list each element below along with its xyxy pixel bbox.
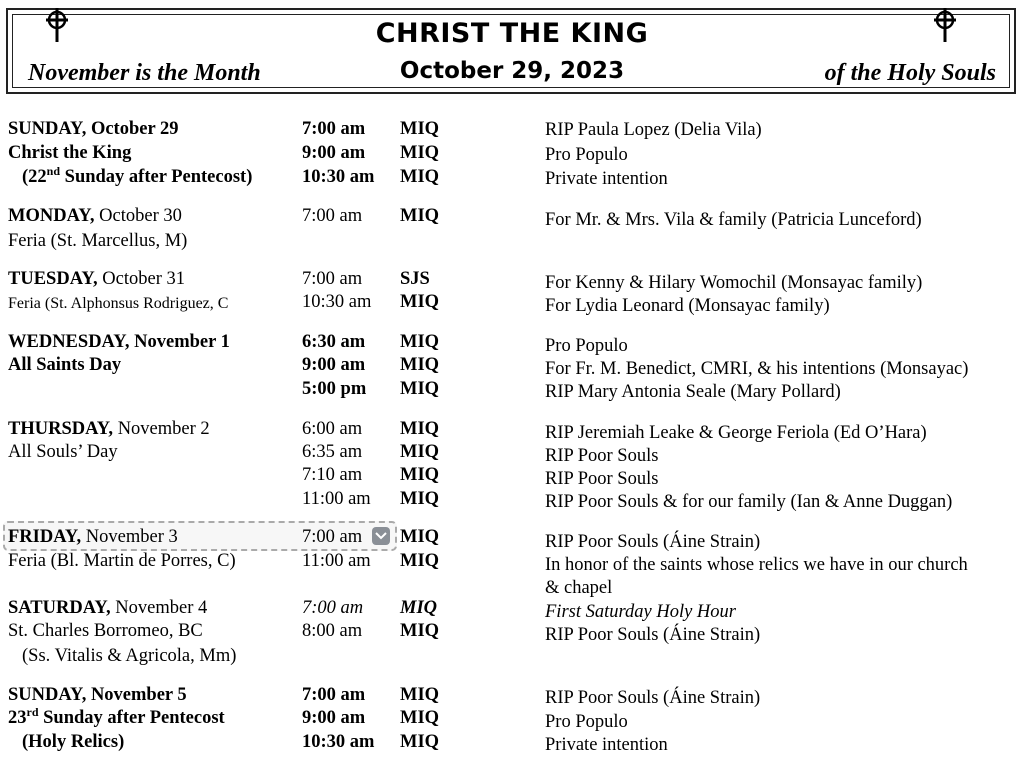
left-tagline: November is the Month <box>28 60 261 86</box>
priest-code: MIQ <box>400 206 440 226</box>
feast-commemoration: (Ss. Vitalis & Agricola, Mm) <box>22 646 237 666</box>
feast-name: Feria (St. Marcellus, M) <box>8 231 188 251</box>
mass-time: 9:00 am <box>302 143 366 163</box>
bulletin-date: October 29, 2023 <box>399 58 625 84</box>
day-heading: SUNDAY, November 5 <box>8 685 187 705</box>
feast-name: Feria (Bl. Martin de Porres, C) <box>8 551 236 571</box>
mass-time: 9:00 am <box>302 708 366 728</box>
priest-code: MIQ <box>400 143 440 163</box>
right-tagline: of the Holy Souls <box>824 60 996 86</box>
day-heading: SUNDAY, October 29 <box>8 119 179 139</box>
mass-time: 7:00 am <box>302 598 364 618</box>
mass-time: 7:00 am <box>302 119 366 139</box>
priest-code: MIQ <box>400 332 440 352</box>
priest-code: MIQ <box>400 527 440 547</box>
priest-code: MIQ <box>400 292 440 312</box>
day-heading: WEDNESDAY, November 1 <box>8 332 230 352</box>
mass-time: 6:00 am <box>302 419 363 439</box>
mass-time: 6:30 am <box>302 332 366 352</box>
mass-time: 10:30 am <box>302 292 372 312</box>
mass-intention: For Kenny & Hilary Womochil (Monsayac family) <box>545 273 923 293</box>
feast-name: St. Charles Borromeo, BC <box>8 621 203 641</box>
day-heading: SATURDAY, November 4 <box>8 598 208 618</box>
mass-intention: RIP Poor Souls (Áine Strain) <box>545 688 761 708</box>
mass-intention: RIP Poor Souls (Áine Strain) <box>545 625 761 645</box>
feast-subtitle: (Holy Relics) <box>22 732 125 752</box>
mass-intention: Private intention <box>545 735 668 755</box>
mass-intention: Pro Populo <box>545 145 628 165</box>
priest-code: MIQ <box>400 355 440 375</box>
feast-name: 23rd Sunday after Pentecost <box>8 704 225 728</box>
priest-code: MIQ <box>400 119 440 139</box>
mass-intention: Private intention <box>545 169 668 189</box>
mass-intention: For Mr. & Mrs. Vila & family (Patricia Lunceford) <box>545 210 922 230</box>
priest-code: MIQ <box>400 465 440 485</box>
mass-time: 11:00 am <box>302 551 371 571</box>
day-heading: FRIDAY, November 3 <box>8 527 178 547</box>
priest-code: MIQ <box>400 551 440 571</box>
priest-code: MIQ <box>400 489 440 509</box>
priest-code: SJS <box>400 269 430 289</box>
chevron-down-icon[interactable] <box>372 527 390 545</box>
mass-intention: For Fr. M. Benedict, CMRI, & his intentions (Monsayac) <box>545 359 969 379</box>
mass-time: 8:00 am <box>302 621 363 641</box>
mass-time: 10:30 am <box>302 167 375 187</box>
feast-name: Christ the King <box>8 143 132 163</box>
priest-code: MIQ <box>400 379 440 399</box>
priest-code: MIQ <box>400 621 440 641</box>
priest-code: MIQ <box>400 598 438 618</box>
feast-name: Feria (St. Alphonsus Rodriguez, C <box>8 295 229 312</box>
feast-subtitle: (22nd Sunday after Pentecost) <box>22 163 253 187</box>
day-heading: MONDAY, October 30 <box>8 206 182 226</box>
mass-intention: RIP Poor Souls & for our family (Ian & Anne Duggan) <box>545 492 953 512</box>
page-title: CHRIST THE KING <box>375 18 649 49</box>
mass-intention: RIP Jeremiah Leake & George Feriola (Ed O’Hara) <box>545 423 927 443</box>
mass-time: 7:00 am <box>302 269 363 289</box>
day-heading: TUESDAY, October 31 <box>8 269 185 289</box>
mass-time: 7:00 am <box>302 206 363 226</box>
mass-intention: RIP Poor Souls <box>545 446 659 466</box>
priest-code: MIQ <box>400 708 440 728</box>
mass-intention: RIP Poor Souls (Áine Strain) <box>545 532 761 552</box>
priest-code: MIQ <box>400 419 440 439</box>
priest-code: MIQ <box>400 685 440 705</box>
day-heading: THURSDAY, November 2 <box>8 419 210 439</box>
mass-time: 10:30 am <box>302 732 375 752</box>
mass-time: 7:00 am <box>302 527 363 547</box>
mass-time: 9:00 am <box>302 355 366 375</box>
mass-intention: RIP Mary Antonia Seale (Mary Pollard) <box>545 382 841 402</box>
mass-intention: First Saturday Holy Hour <box>545 602 736 622</box>
mass-intention: Pro Populo <box>545 712 628 732</box>
priest-code: MIQ <box>400 442 440 462</box>
mass-intention: For Lydia Leonard (Monsayac family) <box>545 296 830 316</box>
feast-name: All Saints Day <box>8 355 122 375</box>
mass-time: 6:35 am <box>302 442 363 462</box>
mass-time: 7:10 am <box>302 465 363 485</box>
priest-code: MIQ <box>400 167 440 187</box>
mass-intention: Pro Populo <box>545 336 628 356</box>
mass-intention: RIP Paula Lopez (Delia Vila) <box>545 120 762 140</box>
mass-time: 5:00 pm <box>302 379 367 399</box>
mass-intention: RIP Poor Souls <box>545 469 659 489</box>
mass-time: 11:00 am <box>302 489 371 509</box>
feast-name: All Souls’ Day <box>8 442 118 462</box>
mass-intention: In honor of the saints whose relics we have in our church <box>545 555 968 575</box>
priest-code: MIQ <box>400 732 440 752</box>
mass-time: 7:00 am <box>302 685 366 705</box>
mass-intention-continued: & chapel <box>545 578 613 598</box>
